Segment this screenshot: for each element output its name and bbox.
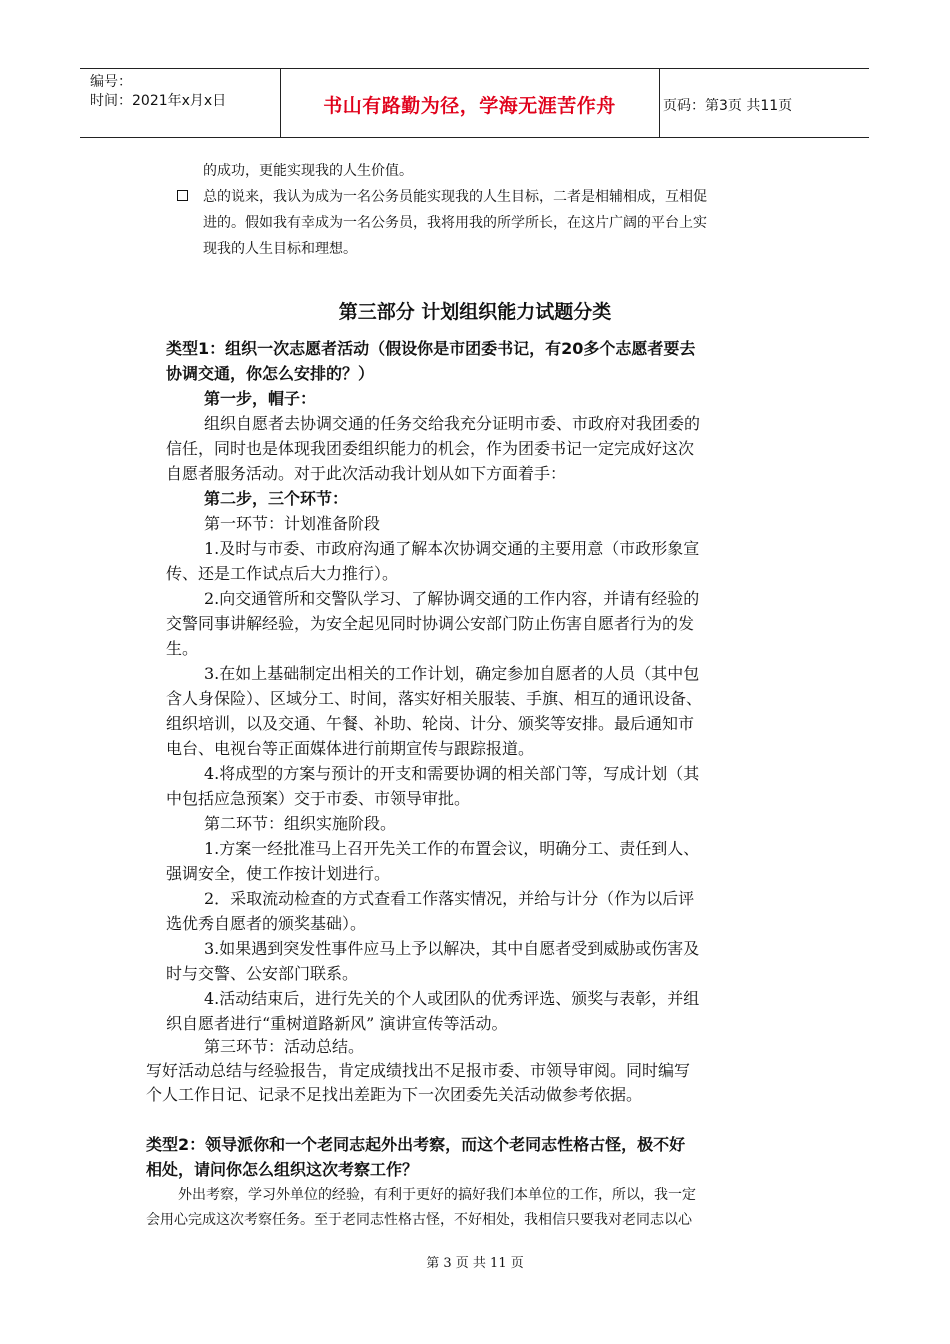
paragraph-line: 中包括应急预案）交于市委、市领导审批。 [166,789,471,808]
paragraph-line: 4.活动结束后，进行先关的个人或团队的优秀评选、颁奖与表彰，并组 [204,989,700,1008]
paragraph-line: 传、还是工作试点后大力推行）。 [166,564,399,583]
bullet-line: 总的说来，我认为成为一名公务员能实现我的人生目标，二者是相辅相成，互相促 [203,189,707,205]
header-meta [80,69,281,137]
paragraph-line: 写好活动总结与经验报告，肯定成绩找出不足报市委、市领导审阅。同时编写 [146,1061,691,1080]
number-label: 编号： [90,74,132,90]
paragraph-line: 含人身保险）、区域分工、时间，落实好相关服装、手旗、相互的通讯设备、 [166,689,703,708]
type1-heading: 协调交通，你怎么安排的？） [166,364,375,383]
checkbox-bullet-icon [177,190,188,201]
stage-heading: 第三环节：活动总结。 [204,1037,365,1056]
motto: 书山有路勤为径，学海无涯苦作舟 [323,95,616,117]
paragraph-line: 组织培训，以及交通、午餐、补助、轮岗、计分、颁奖等安排。最后通知市 [166,714,695,733]
bullet-line: 现我的人生目标和理想。 [203,241,357,257]
time-label: 时间：2021年x月x日 [90,93,227,109]
paragraph-line: 2.向交通管所和交警队学习、了解协调交通的工作内容，并请有经验的 [204,589,700,608]
paragraph-line: 4.将成型的方案与预计的开支和需要协调的相关部门等，写成计划（其 [204,764,700,783]
paragraph-line: 时与交警、公安部门联系。 [166,964,359,983]
paragraph-line: 会用心完成这次考察任务。至于老同志性格古怪，不好相处，我相信只要我对老同志以心 [146,1212,692,1228]
paragraph-line: 1.及时与市委、市政府沟通了解本次协调交通的主要用意（市政形象宣 [204,539,700,558]
paragraph-line: 选优秀自愿者的颁奖基础）。 [166,914,367,933]
stage-heading: 第二环节：组织实施阶段。 [204,814,397,833]
paragraph-line: 信任，同时也是体现我团委组织能力的机会，作为团委书记一定完成好这次 [166,439,695,458]
paragraph-line: 交警同事讲解经验，为安全起见同时协调公安部门防止伤害自愿者行为的发 [166,614,695,633]
header-motto-cell [280,69,660,137]
paragraph-line: 外出考察，学习外单位的经验，有利于更好的搞好我们本单位的工作，所以，我一定 [178,1187,696,1203]
paragraph-line: 个人工作日记、记录不足找出差距为下一次团委先关活动做参考依据。 [146,1085,643,1104]
paragraph-line: 织自愿者进行“重树道路新风” 演讲宣传等活动。 [166,1014,508,1033]
paragraph-line: 自愿者服务活动。对于此次活动我计划从如下方面着手： [166,464,567,483]
page-header [80,68,869,138]
type1-heading: 类型1：组织一次志愿者活动（假设你是市团委书记，有20多个志愿者要去 [166,339,696,358]
page-footer: 第 3 页 共 11 页 [426,1256,524,1271]
type2-heading: 类型2：领导派你和一个老同志起外出考察，而这个老同志性格古怪，极不好 [146,1135,686,1154]
paragraph-line: 3.如果遇到突发性事件应马上予以解决，其中自愿者受到威胁或伤害及 [204,939,700,958]
type2-heading: 相处，请问你怎么组织这次考察工作？ [146,1160,419,1179]
bullet-line: 进的。假如我有幸成为一名公务员，我将用我的所学所长，在这片广阔的平台上实 [203,215,707,231]
paragraph-line: 电台、电视台等正面媒体进行前期宣传与跟踪报道。 [166,739,535,758]
intro-line: 的成功，更能实现我的人生价值。 [203,163,413,179]
paragraph-line: 1.方案一经批准马上召开先关工作的布置会议，明确分工、责任到人、 [204,839,700,858]
paragraph-line: 强调安全，使工作按计划进行。 [166,864,391,883]
stage-heading: 第一环节：计划准备阶段 [204,514,381,533]
step-heading: 第二步，三个环节： [204,489,349,508]
section-title: 第三部分 计划组织能力试题分类 [338,301,612,323]
paragraph-line: 组织自愿者去协调交通的任务交给我充分证明市委、市政府对我团委的 [204,414,701,433]
page-info: 页码：第3页 共11页 [663,98,793,114]
paragraph-line: 生。 [166,639,199,658]
step-heading: 第一步，帽子： [204,389,317,408]
paragraph-line: 2．采取流动检查的方式查看工作落实情况，并给与计分（作为以后评 [204,889,695,908]
paragraph-line: 3.在如上基础制定出相关的工作计划，确定参加自愿者的人员（其中包 [204,664,700,683]
